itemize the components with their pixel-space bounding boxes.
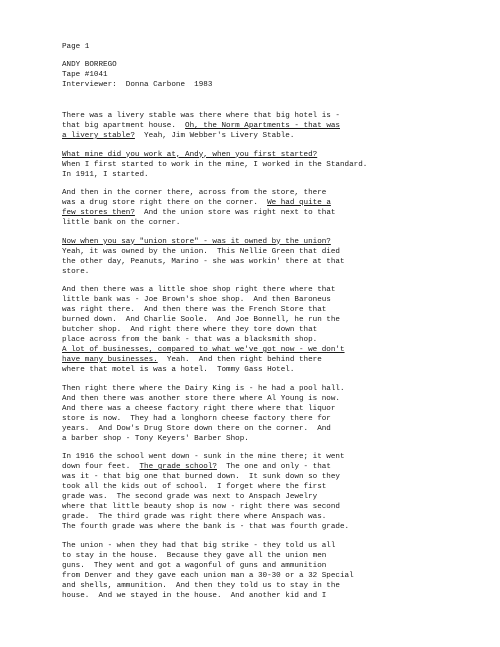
transcript-line (62, 384, 492, 394)
transcript-line (62, 198, 492, 208)
transcript-text: The one and only - that (216, 463, 331, 471)
transcript-line (62, 541, 492, 551)
transcript-text: grade. The third grade was right there where Anspach was. (62, 513, 327, 521)
transcript-line (62, 315, 492, 325)
transcript-text: was it - that big one that burned down. It sunk down so they (62, 473, 340, 481)
transcript-line (62, 462, 492, 472)
transcript-line (62, 247, 492, 257)
transcript-text: the other day, Peanuts, Marino - she was workin' there at that (62, 257, 345, 266)
interviewer-question: Now when you say "union store" - was it owned by the union? (62, 237, 331, 246)
transcript-text: from Denver and they gave each union man a 30-30 or a 32 Special (62, 571, 354, 580)
page-number: Page 1 (62, 43, 90, 51)
transcript-line (62, 571, 492, 581)
transcript-text: store is now. They had a longhorn cheese factory there for (62, 414, 331, 423)
transcript-text: And then there was a little shoe shop right there where that (62, 286, 336, 294)
interviewer-question: We had quite a (267, 199, 331, 207)
transcript-line (62, 365, 492, 375)
tape-number: Tape #1041 (62, 71, 108, 79)
transcript-line (62, 492, 492, 502)
interviewer-question: A lot of businesses, compared to what we've got now - we don't (62, 346, 345, 354)
transcript-text: and shells, ammunition. And then they told us to stay in the (62, 581, 340, 590)
interviewer-question: few stores then? (62, 209, 135, 217)
transcript-text: was a drug store right there on the corner. (62, 199, 268, 207)
transcript-line (62, 160, 492, 170)
transcript-paragraph (62, 111, 492, 141)
transcript-paragraph (62, 188, 492, 228)
transcript-line (62, 170, 492, 180)
transcript-text: And the union store was right next to that (134, 209, 336, 217)
interviewer-question: have many businesses. (62, 356, 158, 364)
transcript-line (62, 512, 492, 522)
transcript-text: And then there was another store there where Al Young is now. (62, 394, 340, 403)
transcript-line (62, 345, 492, 355)
transcript-text: In 1911, I started. (62, 170, 149, 179)
transcript-text: butcher shop. And right there where they tore down that (62, 326, 318, 334)
transcript-text: down four feet. (62, 463, 140, 471)
transcript-text: Then right there where the Dairy King is - he had a pool hall. (62, 384, 345, 393)
transcript-text: And then in the corner there, across from the store, there (62, 189, 327, 197)
transcript-line (62, 305, 492, 315)
transcript-line (62, 472, 492, 482)
transcript-text: that big apartment house. (62, 122, 186, 130)
transcript-text: was right there. And then there was the French Store that (62, 306, 327, 314)
transcript-text: years. And Dow's Drug Store down there on the corner. And (62, 424, 331, 433)
interviewer-question: What mine did you work at, Andy, when you first started? (62, 150, 318, 159)
transcript-paragraph (62, 285, 492, 375)
interviewer-line: Interviewer: Donna Carbone 1983 (62, 81, 213, 89)
transcript-line (62, 434, 492, 444)
transcript-text: Yeah. And then right behind there (157, 356, 322, 364)
transcript-text: When I first started to work in the mine, I worked in the Standard. (62, 160, 368, 169)
transcript-text: In 1916 the school went down - sunk in the mine there; it went (62, 453, 345, 461)
transcript-text: grade was. The second grade was next to Anspach Jewelry (62, 493, 318, 501)
transcript-line (62, 424, 492, 434)
transcript-text: house. And we stayed in the house. And another kid and I (62, 591, 327, 600)
transcript-header (62, 60, 212, 90)
transcript-body (62, 111, 492, 609)
transcript-line (62, 295, 492, 305)
transcript-line (62, 482, 492, 492)
transcript-line (62, 257, 492, 267)
transcript-text: where that little beauty shop is now - right there was second (62, 503, 340, 511)
transcript-line (62, 561, 492, 571)
interviewee-name: ANDY BORREGO (62, 61, 117, 69)
transcript-text: There was a livery stable was there where that big hotel is - (62, 112, 340, 120)
transcript-text: took all the kids out of school. I forget where the first (62, 483, 327, 491)
transcript-text: And there was a cheese factory right there where that liquor (62, 404, 336, 413)
transcript-line (62, 218, 492, 228)
transcript-line (62, 325, 492, 335)
transcript-line (62, 452, 492, 462)
transcript-line (62, 502, 492, 512)
transcript-text: a barber shop - Tony Keyers' Barber Shop. (62, 434, 249, 443)
transcript-line (62, 335, 492, 345)
transcript-text: The union - when they had that big strike - they told us all (62, 541, 336, 550)
transcript-text: little bank on the corner. (62, 219, 181, 227)
transcript-paragraph (62, 541, 492, 601)
transcript-line (62, 414, 492, 424)
transcript-paragraph (62, 452, 492, 532)
transcript-paragraph (62, 237, 492, 277)
transcript-text: where that motel is was a hotel. Tommy Gass Hotel. (62, 366, 295, 374)
interviewer-question: a livery stable? (62, 132, 135, 140)
transcript-text: place across from the bank - that was a blacksmith shop. (62, 336, 318, 344)
transcript-line (62, 285, 492, 295)
transcript-text: Yeah, Jim Webber's Livery Stable. (134, 132, 295, 140)
transcript-line (62, 208, 492, 218)
transcript-line (62, 551, 492, 561)
transcript-line (62, 237, 492, 247)
transcript-text: Yeah, it was owned by the union. This Nellie Green that died (62, 247, 340, 256)
transcript-text: burned down. And Charlie Soole. And Joe Bonnell, he run the (62, 316, 340, 324)
transcript-text: guns. They went and got a wagonful of guns and ammunition (62, 561, 327, 570)
transcript-paragraph (62, 150, 492, 180)
transcript-text: little bank was - Joe Brown's shoe shop. And then Baroneus (62, 296, 331, 304)
transcript-line (62, 522, 492, 532)
transcript-paragraph (62, 384, 492, 444)
transcript-text: The fourth grade was where the bank is - that was fourth grade. (62, 523, 350, 531)
transcript-line (62, 394, 492, 404)
transcript-text: store. (62, 267, 90, 276)
interviewer-question: The grade school? (139, 463, 217, 471)
transcript-line (62, 581, 492, 591)
transcript-line (62, 404, 492, 414)
transcript-line (62, 121, 492, 131)
transcript-line (62, 150, 492, 160)
transcript-line (62, 111, 492, 121)
transcript-line (62, 355, 492, 365)
transcript-line (62, 131, 492, 141)
transcript-line (62, 188, 492, 198)
transcript-text: to stay in the house. Because they gave all the union men (62, 551, 327, 560)
transcript-line (62, 591, 492, 601)
interviewer-question: Oh, the Norm Apartments - that was (185, 122, 340, 130)
transcript-line (62, 267, 492, 277)
